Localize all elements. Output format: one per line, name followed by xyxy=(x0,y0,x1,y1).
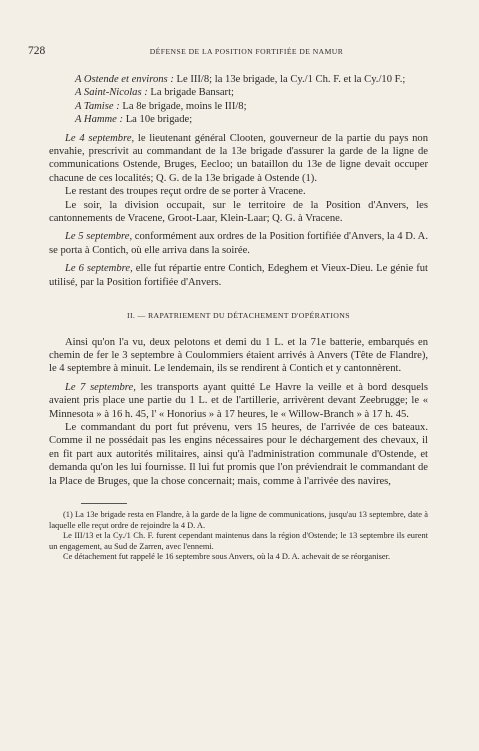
paragraph xyxy=(49,421,428,488)
paragraph-text: le lieutenant général Clooten, gouverneur de la partie du pays non envahie, prescrivit au commandant de la 13e brigade d'assurer la garde de la ligne de communications Ostende, Bruges, Eecloo; un bataillon du 13e de ligne devait occuper chacune de ces localités; Q. G. de la 13e brigade à Ostende (1). xyxy=(49,132,428,184)
location-line xyxy=(49,73,428,86)
paragraph xyxy=(49,199,428,226)
paragraph xyxy=(49,336,428,376)
location-text: La 8e brigade, moins le III/8; xyxy=(119,100,247,112)
location-name: A Ostende et environs : xyxy=(75,74,174,85)
page-number: 728 xyxy=(28,45,46,57)
paragraph xyxy=(49,381,428,421)
paragraph-group xyxy=(49,336,428,488)
date-lead: Le 6 septembre, xyxy=(65,263,133,275)
body-text xyxy=(49,73,428,563)
location-name: A Tamise : xyxy=(75,100,120,112)
running-title: DÉFENSE DE LA POSITION FORTIFIÉE DE NAMUR xyxy=(149,47,344,56)
location-name: A Hamme : xyxy=(75,114,124,126)
locations-list xyxy=(49,73,428,127)
location-text: Le III/8; la 13e brigade, la Cy./1 Ch. F. et la Cy./10 F.; xyxy=(173,74,406,85)
paragraph-text: elle fut répartie entre Contich, Edeghem et Vieux-Dieu. Le génie fut utilisé, par la Position fortifiée d'Anvers. xyxy=(49,263,429,288)
paragraph-text: Ainsi qu'on l'a vu, deux pelotons et demi du 1 L. et la 71e batterie, embarqués en chemin de fer le 3 septembre à Coulommiers étaient arrivés à Anvers (Tête de Flandre), le 4 septembre à minuit. Le lendemain, ils se rendirent à Contich et y cantonnèrent. xyxy=(49,336,428,375)
location-text: La 10e brigade; xyxy=(123,114,193,126)
paragraph-text: conformément aux ordres de la Position fortifiée d'Anvers, la 4 D. A. se porta à Contich, où elle arriva dans la soirée. xyxy=(49,231,428,256)
date-lead: Le 7 septembre, xyxy=(65,381,136,393)
paragraph-text: Le commandant du port fut prévenu, vers 15 heures, de l'arrivée de ces bateaux. Comme il ne possédait pas les engins nécessaires pour le déchargement des chevaux, il en fit part aux autorités militaires, ainsi qu'à l'administration communale d'Ostende, et demanda qu'on les lui fournisse. Il lui fut promis que l'on préviendrait le commandant de la Place de Bruges, que la chose concernait; mais, comme à l'arrivée des navires, xyxy=(49,421,428,487)
location-line xyxy=(49,86,428,99)
page-header xyxy=(28,45,429,57)
footnote: Ce détachement fut rappelé le 16 septembre sous Anvers, où la 4 D. A. achevait de se réorganiser. xyxy=(63,552,391,562)
footnote: (1) La 13e brigade resta en Flandre, à la garde de la ligne de communications, jusqu'au 13 septembre, date à laquelle elle reçut ordre de rejoindre la 4 D. A. xyxy=(49,509,428,530)
paragraph-group xyxy=(49,132,428,289)
paragraph xyxy=(49,262,428,289)
location-name: A Saint-Nicolas : xyxy=(75,87,148,99)
paragraph xyxy=(49,132,428,186)
paragraph-text: Le restant des troupes reçut ordre de se porter à Vracene. xyxy=(65,186,306,198)
location-text: La brigade Bansart; xyxy=(147,87,234,99)
paragraph-text: les transports ayant quitté Le Havre la veille et à bord desquels avaient pris place une partie du 1 L. et de l'artillerie, arrivèrent devant Zeebrugge; le « Minnesota » à 16 h. 45, l' « Honorius » à 17 heures, le « Willow-Branch » à 17 h. 45. xyxy=(49,381,428,420)
footnote-rule xyxy=(81,503,127,504)
paragraph-text: Le soir, la division occupait, sur le territoire de la Position d'Anvers, les cantonnements de Vracene, Groot-Laar, Klein-Laar; Q. G. à Vracene. xyxy=(49,199,428,225)
paragraph xyxy=(49,185,428,198)
footnote: Le III/13 et la Cy./1 Ch. F. furent cependant maintenus dans la région d'Ostende; le 13 septembre ils eurent un engagement, au Sud de Zarren, avec l'ennemi. xyxy=(49,531,428,551)
section-heading: II. — RAPATRIEMENT DU DÉTACHEMENT D'OPÉRATIONS xyxy=(127,311,350,321)
date-lead: Le 5 septembre, xyxy=(65,231,133,243)
footnotes xyxy=(49,510,428,563)
location-line xyxy=(49,113,428,126)
paragraph xyxy=(49,230,428,257)
location-line xyxy=(49,100,428,113)
date-lead: Le 4 septembre, xyxy=(65,132,135,144)
